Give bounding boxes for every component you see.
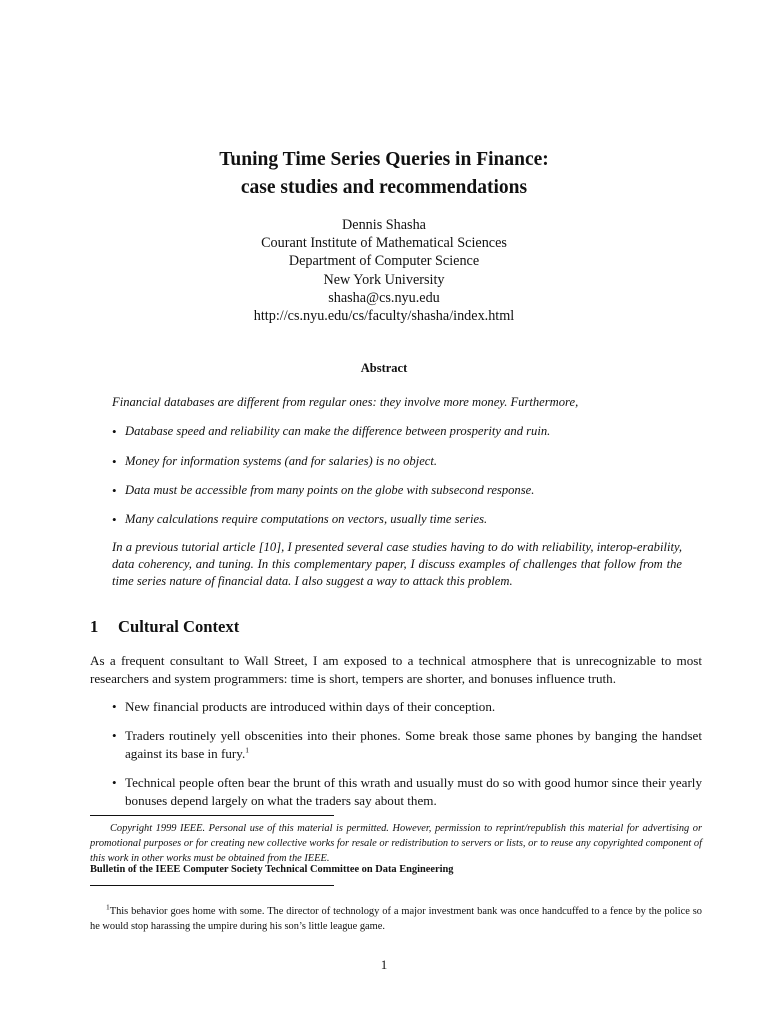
copyright-rule bbox=[90, 815, 334, 816]
author-department: Department of Computer Science bbox=[288, 253, 480, 270]
section-bullet bbox=[112, 727, 702, 762]
abstract-bullet bbox=[112, 453, 682, 470]
author-institute: Courant Institute of Mathematical Sciences bbox=[261, 235, 507, 252]
abstract-bullet-text: Database speed and reliability can make the difference between prosperity and ruin. bbox=[125, 424, 551, 438]
copyright-notice: Copyright 1999 IEEE. Personal use of this material is permitted. However, permission to reprint/republish this material for advertising or promotional purposes or for creating new collective works for resale or redistribution to servers or lists, or to reuse any copyrighted component of this work in other works must be obtained from the IEEE. bbox=[90, 823, 702, 864]
section-heading bbox=[90, 617, 239, 637]
author-url: http://cs.nyu.edu/cs/faculty/shasha/index.html bbox=[253, 308, 515, 325]
section-bullet bbox=[112, 774, 702, 809]
footnote-text: This behavior goes home with some. The director of technology of a major investment bank was once handcuffed to a fence by the police so he would stop harassing the umpire during his son’s little league game. bbox=[90, 906, 702, 932]
footnote-rule bbox=[90, 885, 334, 886]
bulletin-line: Bulletin of the IEEE Computer Society Technical Committee on Data Engineering bbox=[90, 864, 454, 875]
bullet-icon: • bbox=[112, 728, 117, 743]
abstract-bullet bbox=[112, 423, 682, 440]
section-title: Cultural Context bbox=[118, 617, 240, 636]
bullet-icon: • bbox=[112, 483, 117, 498]
bullet-icon: • bbox=[112, 699, 117, 714]
title-line-2: case studies and recommendations bbox=[240, 177, 528, 198]
footnote-number: 1 bbox=[106, 902, 110, 912]
abstract-bullet-text: Many calculations require computations on vectors, usually time series. bbox=[125, 512, 488, 526]
bullet-icon: • bbox=[112, 512, 117, 527]
section-number: 1 bbox=[90, 617, 99, 636]
author-university: New York University bbox=[323, 271, 445, 288]
paper-title bbox=[0, 146, 768, 202]
title-line-1: Tuning Time Series Queries in Finance: bbox=[219, 149, 549, 170]
bullet-icon: • bbox=[112, 775, 117, 790]
footnote bbox=[90, 902, 702, 934]
section-bullet-text: Technical people often bear the brunt of this wrath and usually must do so with good humor since their yearly bonuses depend largely on what the traders say about them. bbox=[125, 775, 702, 808]
section-bullet-text bbox=[112, 727, 702, 762]
author-name: Dennis Shasha bbox=[342, 217, 426, 233]
abstract-bullet-text: Money for information systems (and for salaries) is no object. bbox=[125, 454, 438, 468]
section-paragraph: As a frequent consultant to Wall Street, I am exposed to a technical atmosphere that is unrecognizable to most researchers and system programmers: time is short, tempers are shorter, and bonuses influence truth. bbox=[90, 653, 702, 686]
abstract-bullet bbox=[112, 482, 682, 499]
abstract-intro: Financial databases are different from regular ones: they involve more money. Furthermore, bbox=[112, 395, 579, 409]
author-email: shasha@cs.nyu.edu bbox=[328, 289, 440, 306]
page-number: 1 bbox=[380, 957, 388, 972]
footnote-marker: 1 bbox=[245, 745, 249, 755]
section-bullet bbox=[112, 698, 702, 716]
abstract-bullet-text: Data must be accessible from many points on the globe with subsecond response. bbox=[125, 483, 535, 497]
section-bullet-text-body: Traders routinely yell obscenities into their phones. Some break those same phones by banging the handset against its base in fury. bbox=[125, 728, 702, 761]
section-bullet-text: New financial products are introduced within days of their conception. bbox=[125, 699, 496, 714]
abstract-bullet bbox=[112, 511, 682, 528]
abstract-heading: Abstract bbox=[360, 361, 408, 375]
abstract-closing: In a previous tutorial article [10], I presented several case studies having to do with reliability, interop-erability, data coherency, and tuning. In this complementary paper, I discuss examples of challenges that follow from the time series nature of financial data. I also suggest a way to attack this problem. bbox=[112, 540, 682, 588]
author-block bbox=[0, 216, 768, 325]
bullet-icon: • bbox=[112, 454, 117, 469]
bullet-icon: • bbox=[112, 424, 117, 439]
